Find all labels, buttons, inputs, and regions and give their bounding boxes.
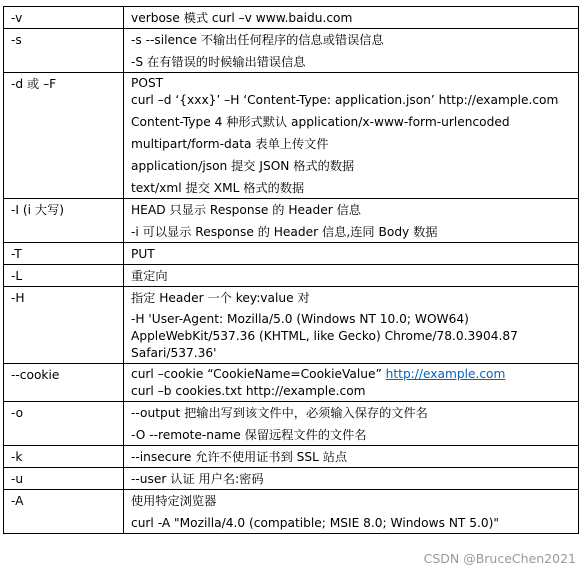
watermark: CSDN @BruceChen2021: [423, 551, 576, 566]
option-cell: -o: [4, 402, 124, 446]
description-cell: [124, 364, 579, 402]
table-row: [4, 7, 579, 29]
description-text: curl –cookie “CookieName=CookieValue”: [131, 367, 386, 381]
description-cell: [124, 73, 579, 199]
table-row: [4, 287, 579, 364]
description-line: 使用特定浏览器: [131, 494, 217, 508]
description-cell: [124, 265, 579, 287]
option-cell: -T: [4, 243, 124, 265]
description-line: verbose 模式 curl –v www.baidu.com: [131, 11, 353, 25]
description-line: curl –d ‘{xxx}’ –H ‘Content-Type: application.json’ http://example.com: [131, 93, 559, 107]
description-line: text/xml 提交 XML 格式的数据: [131, 181, 305, 195]
description-line: -s --silence 不输出任何程序的信息或错误信息: [131, 33, 384, 47]
description-line: [131, 366, 578, 383]
table-row: [4, 199, 579, 243]
table-row: [4, 468, 579, 490]
option-cell: -I (i 大写): [4, 199, 124, 243]
description-cell: [124, 199, 579, 243]
description-cell: [124, 287, 579, 364]
description-line: -i 可以显示 Response 的 Header 信息,连同 Body 数据: [131, 225, 438, 239]
example-link[interactable]: http://example.com: [385, 367, 506, 381]
description-line: 重定向: [131, 269, 168, 283]
option-cell: -s: [4, 29, 124, 73]
description-line: multipart/form-data 表单上传文件: [131, 137, 329, 151]
option-cell: --cookie: [4, 364, 124, 402]
description-line: -S 在有错误的时候输出错误信息: [131, 55, 306, 69]
description-line: HEAD 只显示 Response 的 Header 信息: [131, 203, 361, 217]
table-row: [4, 402, 579, 446]
option-cell: -A: [4, 490, 124, 534]
option-cell: -v: [4, 7, 124, 29]
description-line: POST: [131, 76, 164, 90]
option-cell: -L: [4, 265, 124, 287]
description-line: Safari/537.36': [131, 346, 217, 360]
table-row: [4, 29, 579, 73]
description-cell: [124, 7, 579, 29]
description-line: --insecure 允许不使用证书到 SSL 站点: [131, 450, 348, 464]
description-cell: [124, 490, 579, 534]
curl-options-table: [3, 6, 579, 534]
description-line: curl -A "Mozilla/4.0 (compatible; MSIE 8.0; Windows NT 5.0)": [131, 516, 499, 530]
description-line: --output 把输出写到该文件中，必须输入保存的文件名: [131, 406, 428, 420]
table-row: [4, 364, 579, 402]
description-line: curl –b cookies.txt http://example.com: [131, 384, 366, 398]
table-row: [4, 73, 579, 199]
option-cell: -u: [4, 468, 124, 490]
option-cell: -H: [4, 287, 124, 364]
description-line: application/json 提交 JSON 格式的数据: [131, 159, 355, 173]
description-line: PUT: [131, 247, 155, 261]
description-cell: [124, 402, 579, 446]
description-line: --user 认证 用户名:密码: [131, 472, 264, 486]
description-line: 指定 Header 一个 key:value 对: [131, 291, 310, 305]
table-row: [4, 490, 579, 534]
description-cell: [124, 446, 579, 468]
description-line: Content-Type 4 种形式默认 application/x-www-form-urlencoded: [131, 115, 510, 129]
description-line: -H 'User-Agent: Mozilla/5.0 (Windows NT 10.0; WOW64): [131, 312, 469, 326]
description-cell: [124, 243, 579, 265]
table-row: [4, 265, 579, 287]
description-cell: [124, 468, 579, 490]
table-row: [4, 446, 579, 468]
description-line: -O --remote-name 保留远程文件的文件名: [131, 428, 367, 442]
description-line: AppleWebKit/537.36 (KHTML, like Gecko) Chrome/78.0.3904.87: [131, 329, 518, 343]
option-cell: -d 或 –F: [4, 73, 124, 199]
table-row: [4, 243, 579, 265]
description-cell: [124, 29, 579, 73]
option-cell: -k: [4, 446, 124, 468]
